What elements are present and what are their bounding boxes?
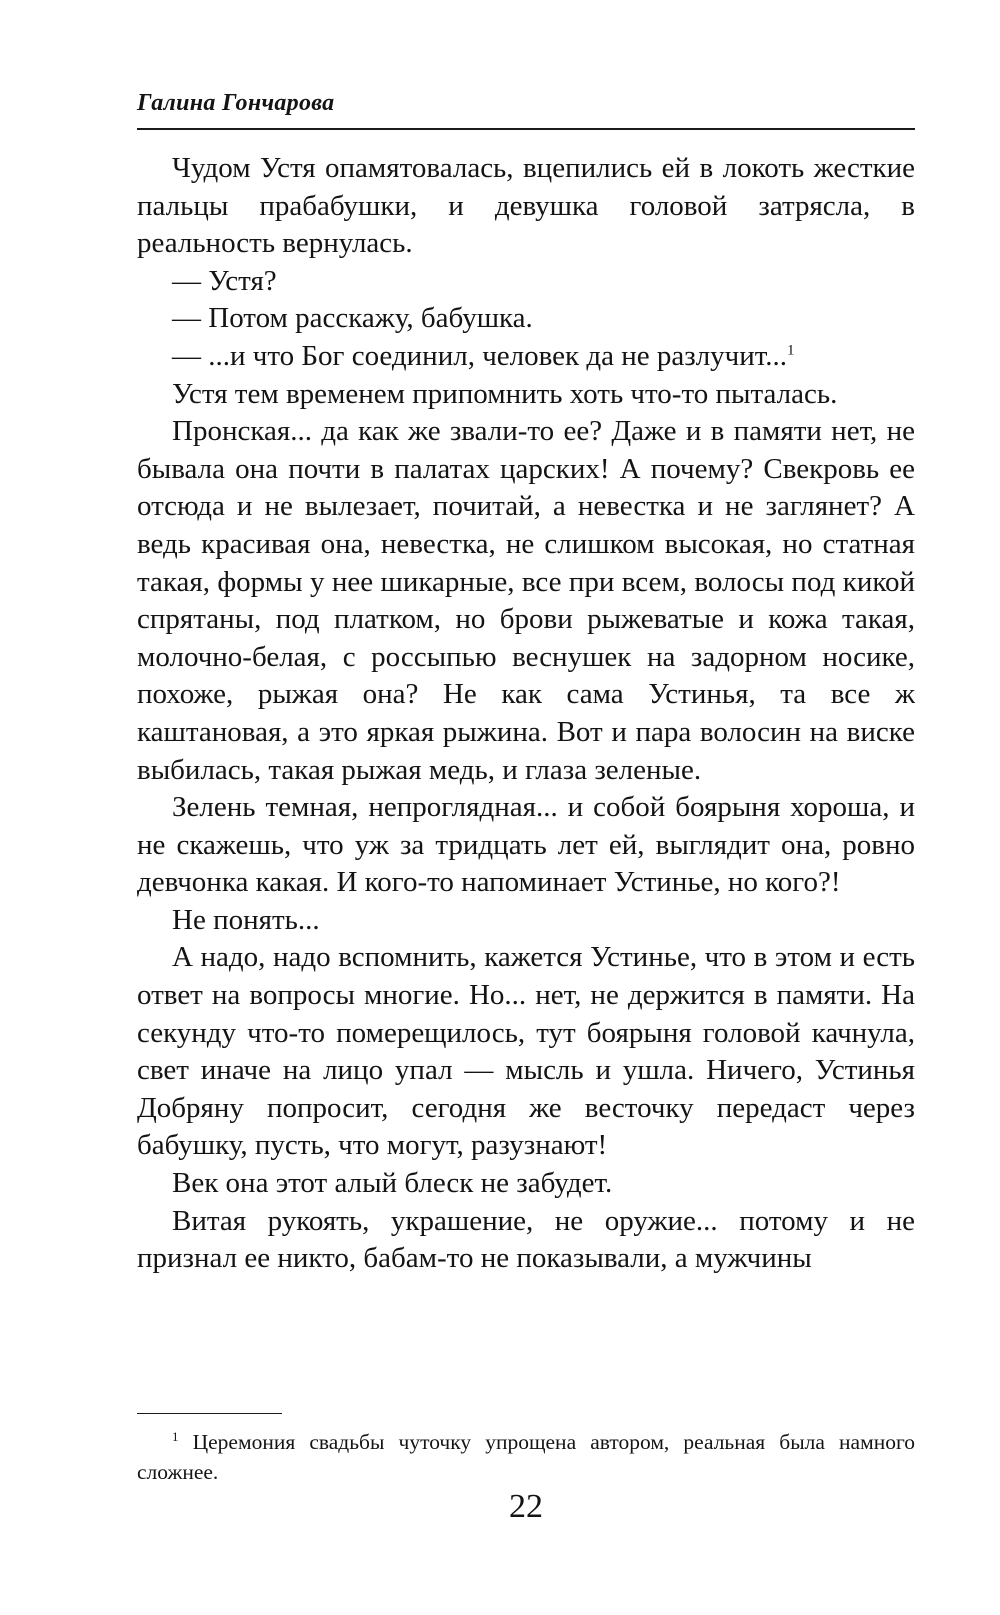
paragraph: — Устя? [172, 264, 277, 297]
paragraph-with-footnote [137, 338, 915, 376]
paragraph: Устя тем временем припомнить хоть что-то пыталась. [172, 377, 838, 410]
paragraph-text: — ...и что Бог соединил, человек да не разлучит... [172, 339, 788, 372]
page-number: 22 [509, 1488, 543, 1525]
header-author: Галина Гончарова [137, 90, 335, 116]
paragraph: Пронская... да как же звали-то ее? Даже и в памяти нет, не бывала она почти в палатах царских! А почему? Свекровь ее отсюда и не вылезает, почитай, а невестка и не заглянет? А ведь красивая она, невестка, не слишком высокая, но статная такая, формы у нее шикарные, все при всем, волосы под кикой спрятаны, под платком, но брови рыжеватые и кожа такая, молочно-белая, с россыпью веснушек на задорном носике, похоже, рыжая она? Не как сама Устинья, та все ж каштановая, а это яркая рыжина. Вот и пара волосин на виске выбилась, такая рыжая медь, и глаза зеленые. [137, 415, 915, 786]
paragraph: Витая рукоять, украшение, не оружие... потому и не признал ее никто, бабам-то не показывали, а мужчины [137, 1204, 915, 1275]
running-header [137, 88, 915, 130]
paragraph: Зелень темная, непроглядная... и собой боярыня хороша, и не скажешь, что уж за тридцать лет ей, выглядит она, ровно девчонка какая. И кого-то напоминает Устинье, но кого?! [137, 791, 915, 899]
footnote-divider [137, 1413, 282, 1414]
paragraph: А надо, надо вспомнить, кажется Устинье, что в этом и есть ответ на вопросы многие. Но... нет, не держится в памяти. На секунду что-то померещилось, тут боярыня головой качнула, свет иначе на лицо упал — мысль и ушла. Ничего, Устинья Добряну попросит, сегодня же весточку передаст через бабушку, пусть, что могут, разузнают! [137, 941, 915, 1162]
paragraph: Не понять... [172, 903, 320, 936]
body-text [137, 150, 915, 1390]
paragraph: — Потом расскажу, бабушка. [172, 302, 533, 335]
paragraph: Чудом Устя опамятовалась, вцепились ей в локоть жесткие пальцы прабабушки, и девушка головой затрясла, в реальность вернулась. [137, 152, 915, 260]
footnote-text: Церемония свадьбы чуточку упрощена автором, реальная была намного сложнее. [137, 1430, 915, 1484]
footnote-marker: 1 [172, 1428, 179, 1444]
footnote [137, 1427, 915, 1487]
paragraph: Век она этот алый блеск не забудет. [172, 1167, 613, 1200]
footnote-reference[interactable]: 1 [787, 342, 795, 359]
